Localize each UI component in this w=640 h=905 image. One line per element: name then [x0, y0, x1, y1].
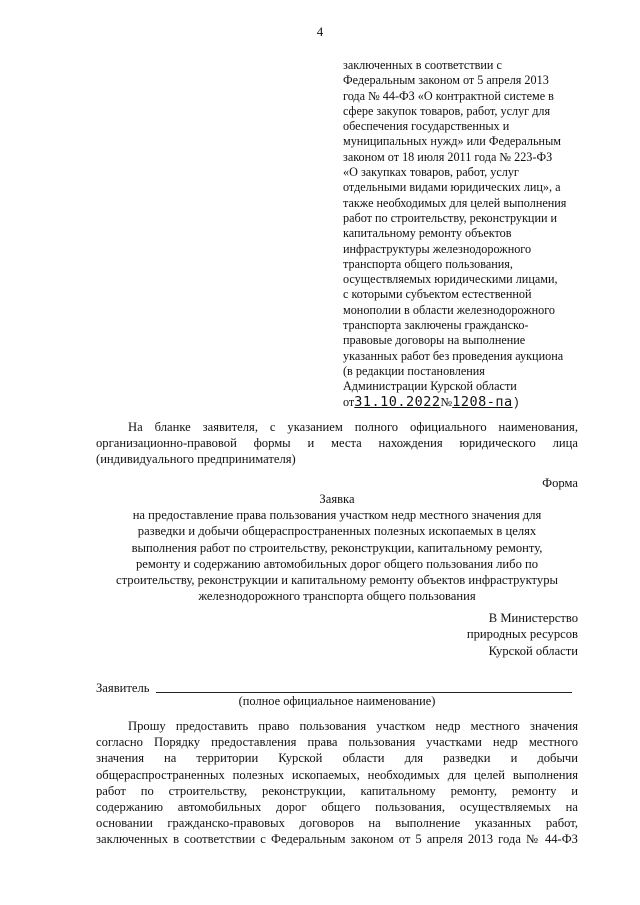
request-line: Прошу предоставить право пользования участком недр местного значения	[128, 719, 578, 733]
amend-date: 31.10.2022	[354, 393, 441, 410]
request-line: содержанию автомобильных дорог общего пользования, осуществляемых на	[96, 800, 578, 815]
addressee-line: Курской области	[488, 643, 578, 658]
note-line: муниципальных нужд» или Федеральным	[343, 134, 561, 149]
note-line: также необходимых для целей выполнения	[343, 195, 567, 210]
note-line: транспорта заключены гражданско-	[343, 318, 529, 333]
amend-number: 1208-па	[452, 393, 513, 410]
heading-line: разведки и добычи общераспространенных полезных ископаемых в целях	[137, 524, 537, 539]
heading-line: строительству, реконструкции и капитальному ремонту объектов инфраструктуры	[116, 573, 558, 588]
request-line: общераспространенных полезных ископаемых, необходимых для целей выполнения	[96, 767, 578, 782]
blank-note-line: (индивидуального предпринимателя)	[96, 452, 296, 467]
heading-line: ремонту и содержанию автомобильных дорог общего пользования либо по	[135, 556, 539, 571]
note-line: инфраструктуры железнодорожного	[343, 241, 532, 256]
amend-suffix: )	[512, 395, 520, 410]
note-line: монополии в области железнодорожного	[343, 302, 556, 317]
request-line: заключенных в соответствии с Федеральным законом от 5 апреля 2013 года № 44-ФЗ	[96, 832, 578, 847]
heading-line: на предоставление права пользования участком недр местного значения для	[132, 508, 542, 523]
request-line: основании гражданско-правовых договоров на выполнение указанных работ,	[96, 816, 578, 831]
blank-note	[96, 419, 578, 468]
note-line: капитальному ремонту объектов	[343, 226, 512, 241]
request-line: значения на территории Курской области для разведки и добычи	[96, 751, 578, 766]
note-line: отдельными видами юридических лиц», а	[343, 180, 561, 195]
note-line: обеспечения государственных и	[343, 119, 510, 134]
note-line: сфере закупок товаров, работ, услуг для	[343, 103, 551, 118]
note-line: законом от 18 июля 2011 года № 223-ФЗ	[343, 149, 553, 164]
amendment-note	[343, 58, 605, 411]
note-line: с которыми субъектом естественной	[343, 287, 532, 302]
applicant-name-field-line	[156, 692, 572, 693]
amendment-date-line	[343, 395, 605, 411]
note-line: Администрации Курской области	[343, 379, 517, 394]
addressee-line: В Министерство	[488, 611, 578, 625]
note-line: транспорта общего пользования,	[343, 256, 513, 271]
note-line: указанных работ без проведения аукциона	[343, 348, 564, 363]
addressee-line: природных ресурсов	[466, 627, 578, 642]
note-line: года № 44-ФЗ «О контрактной системе в	[343, 88, 554, 103]
note-line: работ по строительству, реконструкции и	[343, 210, 558, 225]
addressee-block	[467, 610, 578, 659]
request-line: работ по строительству, реконструкции, капитальному ремонту, ремонту и	[96, 783, 578, 798]
request-line: согласно Порядку предоставления права пользования участками недр местного	[96, 735, 578, 750]
note-line: осуществляемых юридическими лицами,	[343, 272, 558, 287]
note-line: Федеральным законом от 5 апреля 2013	[343, 73, 549, 88]
blank-note-line: организационно-правовой формы и места нахождения юридического лица	[96, 436, 578, 451]
note-line: (в редакции постановления	[343, 363, 485, 378]
application-heading	[96, 491, 578, 604]
note-line: правовые договоры на выполнение	[343, 333, 526, 348]
form-label: Форма	[542, 476, 578, 490]
amend-prefix: от	[343, 394, 355, 409]
heading-line: выполнения работ по строительству, реконструкции, капитальному ремонту,	[131, 540, 543, 555]
applicant-caption: (полное официальное наименование)	[238, 694, 436, 708]
heading-line: железнодорожного транспорта общего пользования	[198, 589, 476, 604]
note-line: заключенных в соответствии с	[343, 58, 502, 72]
blank-note-line: На бланке заявителя, с указанием полного официального наименования,	[128, 420, 578, 434]
amend-number-sign: №	[440, 394, 453, 409]
note-line: «О закупках товаров, работ, услуг	[343, 165, 519, 180]
page-number: 4	[316, 24, 324, 39]
heading-title: Заявка	[319, 492, 355, 506]
request-paragraph	[96, 718, 578, 848]
applicant-label: Заявитель	[96, 681, 150, 695]
